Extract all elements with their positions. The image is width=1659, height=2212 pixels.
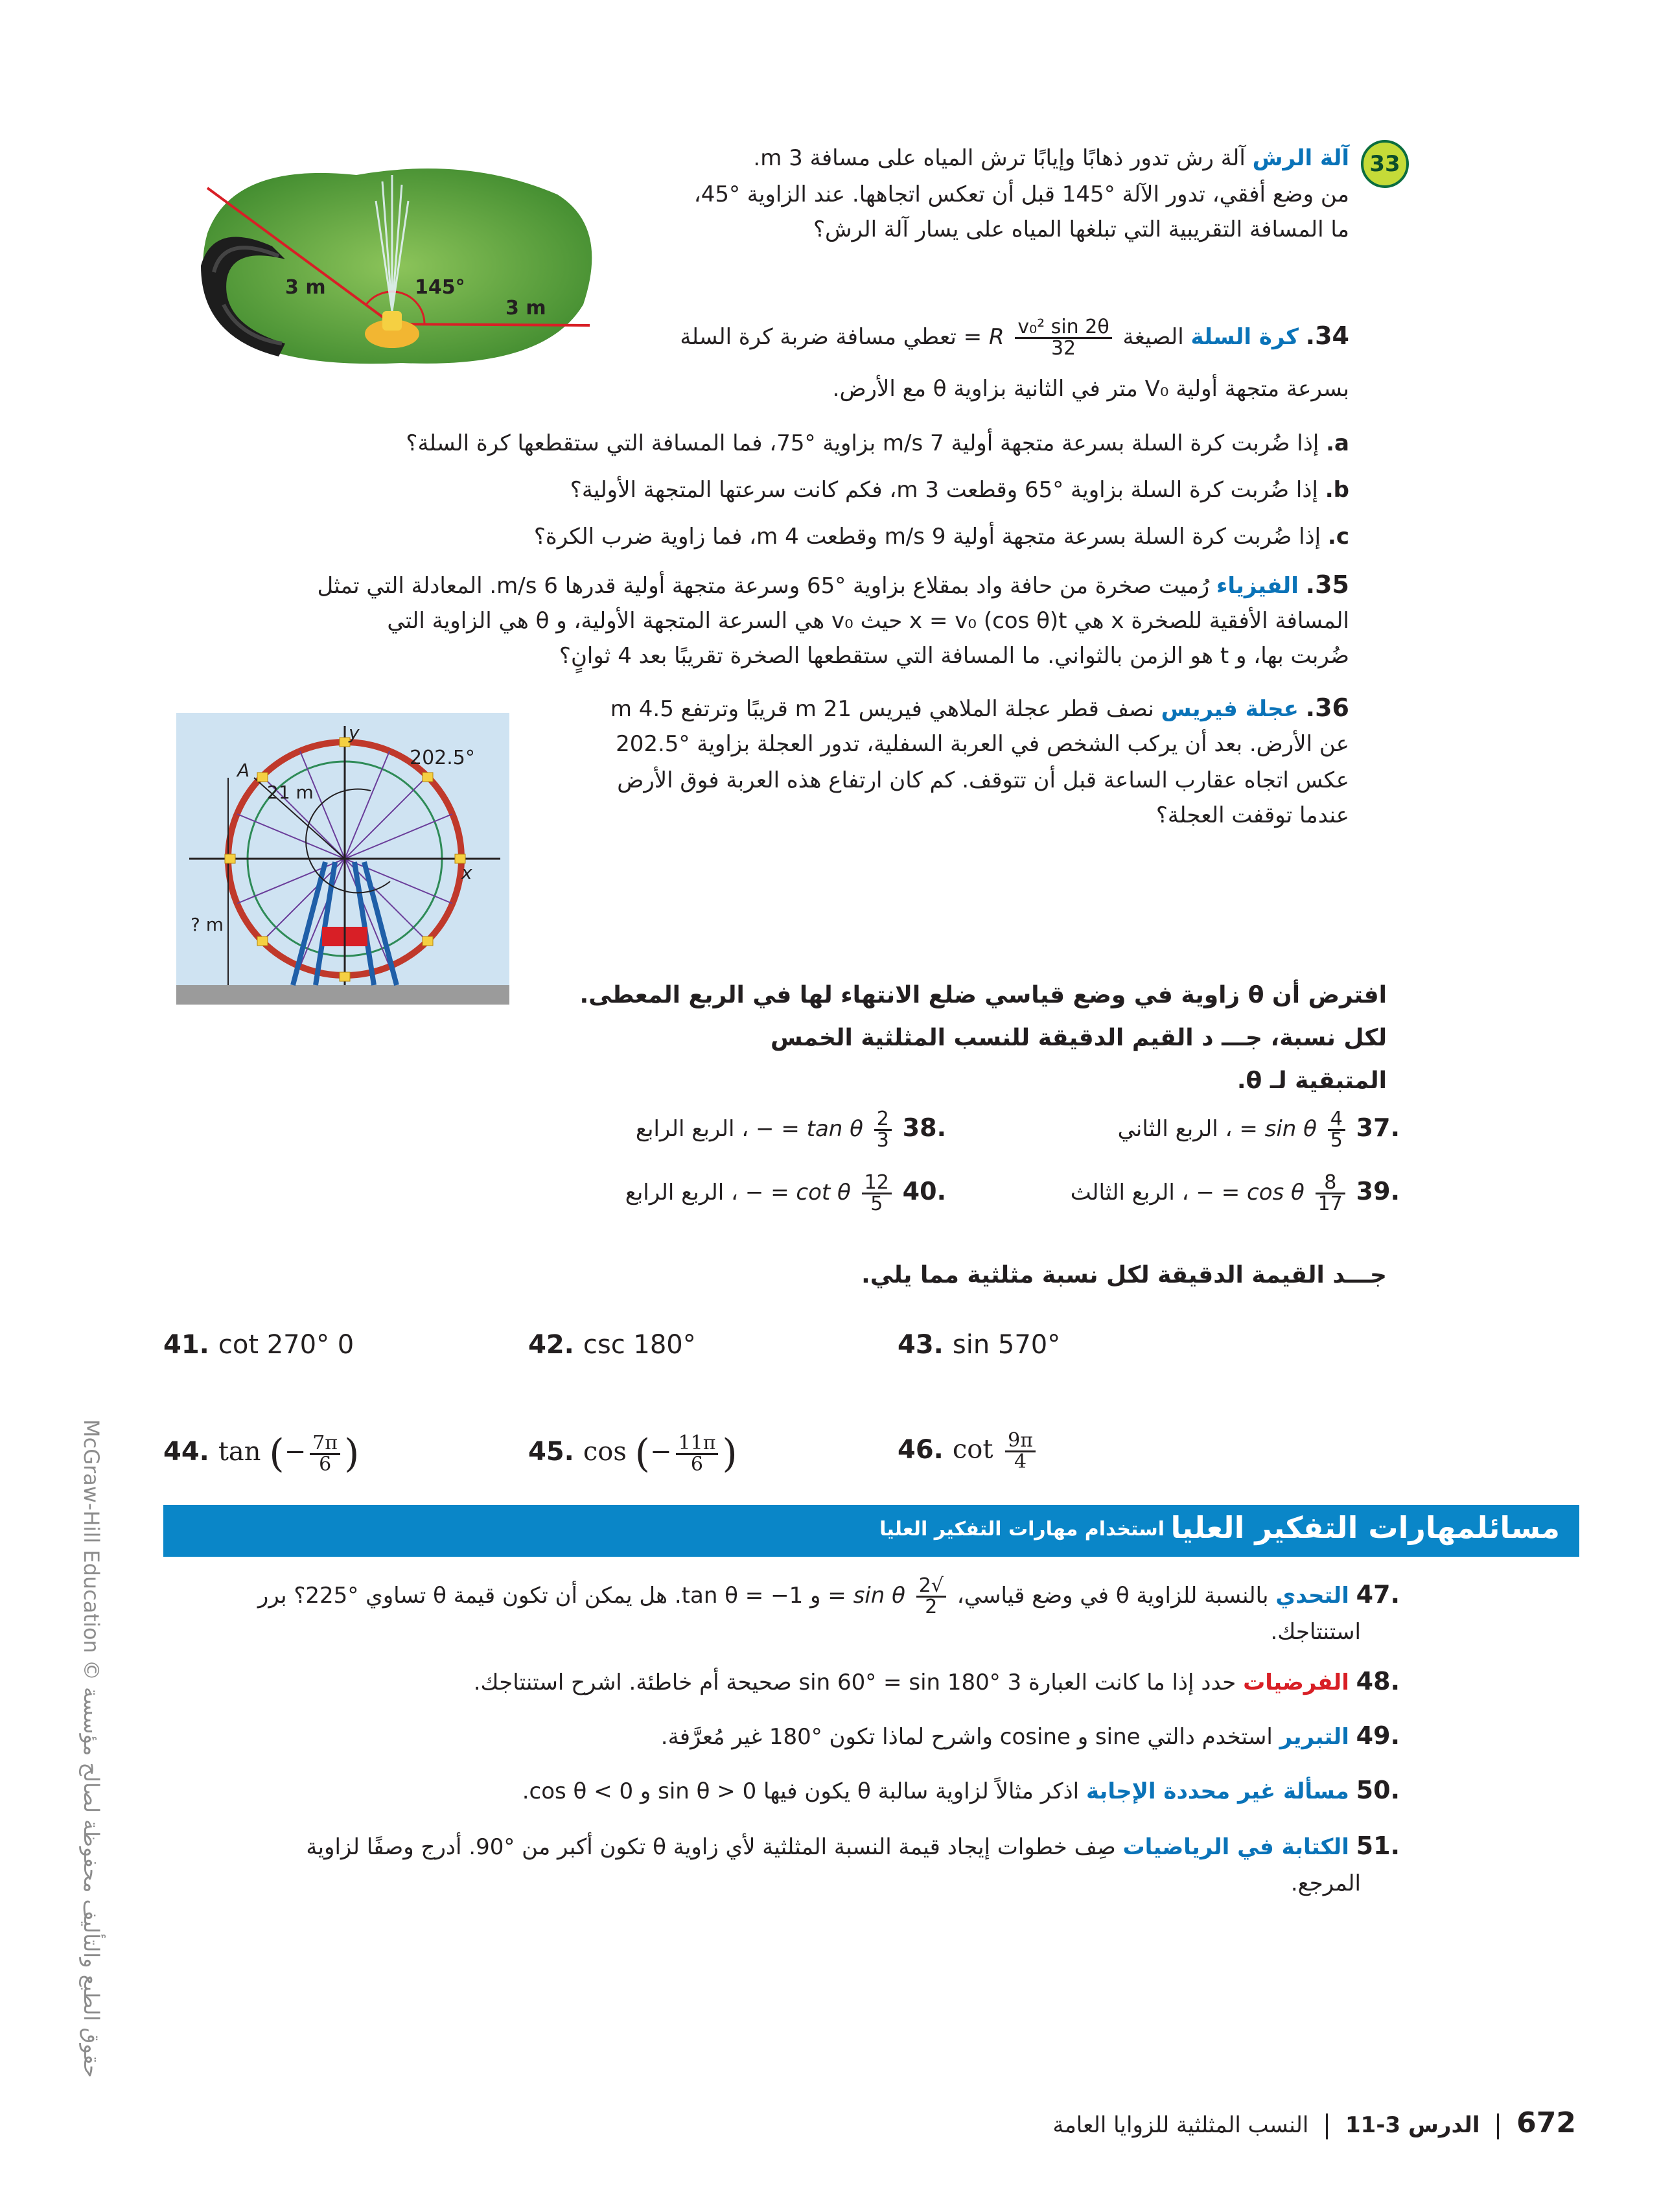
ferris-wheel-figure bbox=[176, 713, 509, 1005]
q49 bbox=[661, 1717, 1400, 1755]
instruction-exact-values: جـــد القيمة الدقيقة لكل نسبة مثلثية مما يلي. bbox=[861, 1262, 1387, 1288]
sprinkler-right-distance: 3 m bbox=[505, 297, 546, 320]
numerator: 11π bbox=[676, 1434, 719, 1455]
numerator: 2 bbox=[874, 1110, 892, 1131]
q38 bbox=[636, 1110, 946, 1150]
q33-line2: من وضع أفقي، تدور الآلة °145 قبل أن تعكس اتجاهها. عند الزاوية °45، bbox=[693, 181, 1349, 207]
footer-lesson: الدرس 3-11 bbox=[1345, 2112, 1480, 2138]
q40-number: .40 bbox=[902, 1177, 946, 1205]
ferris-x-axis-label: x bbox=[461, 862, 472, 883]
footer-lesson-title: النسب المثلثية للزوايا العامة bbox=[1052, 2112, 1309, 2138]
ferris-y-axis-label: y bbox=[349, 722, 360, 743]
q37-quadrant: ، الربع الثاني bbox=[1117, 1116, 1233, 1142]
q39 bbox=[1071, 1173, 1400, 1214]
q47-text: بالنسبة للزاوية θ في وضع قياسي، bbox=[957, 1583, 1269, 1609]
problem-number-badge: 33 bbox=[1361, 140, 1409, 188]
part-text: إذا ضُربت كرة السلة بسرعة متجهة أولية 7 m/s بزاوية °75، فما المسافة التي ستقطعها كرة السلة؟ bbox=[406, 430, 1319, 456]
q48-text: حدد إذا ما كانت العبارة 3 sin 60° = sin 180° صحيحة أم خاطئة. اشرح استنتاجك. bbox=[473, 1670, 1236, 1695]
part-label: a. bbox=[1326, 430, 1349, 456]
q36-line3: عكس اتجاه عقارب الساعة قبل أن تتوقف. كم كان ارتفاع هذه العربة فوق الأرض bbox=[617, 767, 1349, 793]
q35-line1 bbox=[317, 566, 1349, 604]
denominator: 17 bbox=[1317, 1193, 1343, 1215]
sprinkler-angle-label: 145° bbox=[415, 276, 465, 299]
q37-fraction bbox=[1328, 1110, 1345, 1150]
instruction-line1: افترض أن θ زاوية في وضع قياسي ضلع الانتهاء لها في الربع المعطى. bbox=[579, 982, 1387, 1008]
q34-formula-fraction bbox=[1015, 318, 1111, 358]
footer-page-number: 672 bbox=[1516, 2106, 1576, 2139]
q41-number: 41. bbox=[163, 1330, 209, 1360]
q36-title: عجلة فيريس bbox=[1161, 696, 1299, 722]
q50-title: مسألة غير محددة الإجابة bbox=[1085, 1778, 1349, 1804]
q46-number: 46. bbox=[898, 1434, 944, 1465]
numerator: 4 bbox=[1328, 1110, 1345, 1131]
q47-text2: و tan θ = −1. هل يمكن أن تكون قيمة θ تساوي °225؟ برر bbox=[257, 1583, 821, 1609]
q45-sign: − bbox=[650, 1437, 672, 1467]
q33-line3: ما المسافة التقريبية التي تبلغها المياه على يسار آلة الرش؟ bbox=[813, 216, 1349, 242]
q33-title: آلة الرش bbox=[1252, 145, 1349, 171]
q38-fraction bbox=[874, 1110, 892, 1150]
denominator: 6 bbox=[690, 1452, 704, 1476]
denominator: 2 bbox=[925, 1596, 938, 1618]
q36-text: نصف قطر عجلة الملاهي فيريس 21 m قريبًا وترتفع 4.5 m bbox=[610, 696, 1154, 722]
q47-fraction bbox=[916, 1576, 946, 1617]
hots-banner bbox=[163, 1505, 1579, 1557]
part-text: إذا ضُربت كرة السلة بزاوية °65 وقطعت 3 m، فكم كانت سرعتها المتجهة الأولية؟ bbox=[570, 477, 1318, 503]
q35-number: 35. bbox=[1305, 570, 1349, 599]
numerator: 12 bbox=[862, 1173, 892, 1194]
footer bbox=[1052, 2106, 1576, 2139]
q44-sign: − bbox=[284, 1437, 307, 1467]
q50-text: اذكر مثالاً لزاوية سالبة θ يكون فيها sin θ > 0 و cos θ < 0. bbox=[522, 1778, 1080, 1804]
q36-number: 36. bbox=[1305, 693, 1349, 722]
q38-number: .38 bbox=[902, 1113, 946, 1142]
denominator: 6 bbox=[319, 1452, 332, 1476]
q38-quadrant: ، الربع الرابع bbox=[635, 1116, 749, 1142]
q39-fraction bbox=[1316, 1173, 1345, 1214]
sprinkler-left-distance: 3 m bbox=[285, 276, 326, 299]
q42 bbox=[528, 1330, 696, 1360]
q36-line2: عن الأرض. بعد أن يركب الشخص في العربة السفلية، تدور العجلة بزاوية °202.5 bbox=[616, 731, 1349, 757]
q40-fraction bbox=[862, 1173, 892, 1214]
q45-number: 45. bbox=[528, 1437, 574, 1467]
q36-line1 bbox=[610, 690, 1349, 727]
q51 bbox=[306, 1828, 1400, 1865]
q34-line2: بسرعة متجهة أولية V₀ متر في الثانية بزاوية θ مع الأرض. bbox=[832, 376, 1349, 402]
q50 bbox=[522, 1772, 1400, 1810]
q46 bbox=[898, 1431, 1039, 1472]
numerator: 8 bbox=[1316, 1173, 1345, 1194]
q45-fraction bbox=[676, 1431, 719, 1476]
footer-separator bbox=[1326, 2113, 1328, 2139]
q34-formula-denominator: 32 bbox=[1050, 337, 1076, 360]
q34-line1 bbox=[680, 318, 1349, 358]
numerator: 7π bbox=[310, 1434, 340, 1455]
q49-number: .49 bbox=[1356, 1721, 1400, 1750]
q48 bbox=[474, 1663, 1400, 1701]
q41 bbox=[163, 1330, 354, 1360]
q43 bbox=[898, 1330, 1060, 1360]
q34-intro: الصيغة bbox=[1122, 324, 1184, 350]
part-label: b. bbox=[1325, 477, 1349, 503]
ferris-radius-label: 21 m bbox=[267, 782, 314, 803]
q46-function: cot bbox=[952, 1434, 993, 1465]
q39-number: .39 bbox=[1356, 1177, 1400, 1205]
q39-quadrant: ، الربع الثالث bbox=[1070, 1180, 1189, 1205]
q49-title: التبرير bbox=[1279, 1724, 1349, 1750]
q47-title: التحدي bbox=[1275, 1583, 1349, 1609]
banner-title: مسائلمهارات التفكير العليا bbox=[1170, 1510, 1560, 1545]
footer-separator bbox=[1497, 2113, 1499, 2139]
q34-title: كرة السلة bbox=[1190, 324, 1299, 350]
q51-text: صِف خطوات إيجاد قيمة النسبة المثلثية لأي زاوية θ تكون أكبر من °90. أدرج وصفًا لزاوية bbox=[306, 1834, 1116, 1860]
q51-number: .51 bbox=[1356, 1832, 1400, 1860]
instruction-line3: المتبقية لـ θ. bbox=[1236, 1067, 1387, 1094]
q44-fraction bbox=[310, 1431, 340, 1476]
q33-text: آلة رش تدور ذهابًا وإيابًا ترش المياه على مسافة 3 m. bbox=[753, 145, 1246, 171]
q34-number: 34. bbox=[1305, 321, 1349, 350]
q37 bbox=[1118, 1110, 1400, 1150]
q35-line3: ضُربت بها، و t هو الزمن بالثواني. ما المسافة التي ستقطعها الصخرة تقريبًا بعد 4 ثوانٍ؟ bbox=[559, 643, 1349, 669]
ferris-angle-label: 202.5° bbox=[410, 747, 475, 769]
denominator: 4 bbox=[1014, 1450, 1027, 1473]
q35-text: رُميت صخرة من حافة واد بمقلاع بزاوية °65 وسرعة متجهة أولية قدرها 6 m/s. المعادلة التي تمثل bbox=[317, 573, 1210, 599]
numerator: √2 bbox=[916, 1576, 946, 1598]
q34-intro-after: تعطي مسافة ضربة كرة السلة bbox=[680, 324, 957, 350]
q37-lhs: sin θ = bbox=[1239, 1116, 1317, 1142]
q47-number: .47 bbox=[1356, 1580, 1400, 1609]
q49-text: استخدم دالتي sine و cosine واشرح لماذا تكون °180 غير مُعرَّفة. bbox=[660, 1724, 1273, 1750]
part-text: إذا ضُربت كرة السلة بسرعة متجهة أولية 9 m/s وقطعت 4 m، فما زاوية ضرب الكرة؟ bbox=[533, 524, 1321, 550]
copyright-side-text: McGraw-Hill Education © حقوق الطبع والتأليف محفوظة لصالح مؤسسة bbox=[79, 1419, 104, 2078]
q34-formula-numerator: v₀² sin 2θ bbox=[1015, 318, 1111, 339]
q47-line2: استنتاجك. bbox=[1270, 1619, 1361, 1645]
instruction-line2: لكل نسبة، جـــ د القيم الدقيقة للنسب المثلثية الخمس bbox=[771, 1025, 1387, 1051]
q37-number: .37 bbox=[1356, 1113, 1400, 1142]
q44-number: 44. bbox=[163, 1437, 209, 1467]
q51-title: الكتابة في الرياضيات bbox=[1122, 1834, 1349, 1860]
q42-text: csc 180° bbox=[583, 1330, 696, 1360]
q40 bbox=[625, 1173, 946, 1214]
part-label: c. bbox=[1327, 524, 1349, 550]
q40-lhs: cot θ = − bbox=[745, 1180, 851, 1205]
ferris-height-label: ? m bbox=[191, 914, 224, 935]
q38-lhs: tan θ = − bbox=[756, 1116, 863, 1142]
q47-equation: sin θ = bbox=[828, 1583, 905, 1609]
numerator: 9π bbox=[1005, 1431, 1036, 1452]
q34-part-a bbox=[406, 425, 1349, 461]
q46-fraction bbox=[1005, 1431, 1036, 1472]
q34-part-b bbox=[570, 472, 1349, 508]
q50-number: .50 bbox=[1356, 1776, 1400, 1804]
q35-line2: المسافة الأفقية للصخرة x هي x = v₀ (cos θ)t حيث v₀ هي السرعة المتجهة الأولية، و θ هي الزاوية التي bbox=[387, 608, 1349, 634]
q39-lhs: cos θ = − bbox=[1196, 1180, 1305, 1205]
q48-number: .48 bbox=[1356, 1667, 1400, 1695]
q43-number: 43. bbox=[898, 1330, 944, 1360]
denominator: 5 bbox=[870, 1193, 883, 1215]
q33-line1 bbox=[753, 140, 1349, 176]
q48-title: الفرضيات bbox=[1243, 1670, 1349, 1695]
q41-text: cot 270° 0 bbox=[218, 1330, 354, 1360]
q35-title: الفيزياء bbox=[1216, 573, 1299, 599]
q45-function: cos bbox=[583, 1437, 627, 1467]
denominator: 5 bbox=[1330, 1129, 1343, 1152]
q43-text: sin 570° bbox=[952, 1330, 1061, 1360]
sprinkler-figure bbox=[194, 149, 609, 382]
q45: 45. cos (− $\frac{11\pi}{6}$ ) bbox=[528, 1431, 737, 1476]
q34-part-c bbox=[534, 518, 1349, 555]
ferris-point-label: A bbox=[237, 760, 250, 781]
q34-formula-lhs: R = bbox=[963, 324, 1004, 350]
q36-line4: عندما توقفت العجلة؟ bbox=[1155, 802, 1349, 828]
denominator: 3 bbox=[876, 1129, 889, 1152]
q42-number: 42. bbox=[528, 1330, 574, 1360]
q40-quadrant: ، الربع الرابع bbox=[625, 1180, 739, 1205]
q51-line2: المرجع. bbox=[1290, 1870, 1361, 1896]
banner-subtitle: استخدام مهارات التفكير العليا bbox=[879, 1518, 1165, 1541]
q47-line1 bbox=[258, 1576, 1400, 1617]
q44: 44. tan (− $\frac{7\pi}{6}$ ) bbox=[163, 1431, 360, 1476]
q44-function: tan bbox=[218, 1437, 261, 1467]
